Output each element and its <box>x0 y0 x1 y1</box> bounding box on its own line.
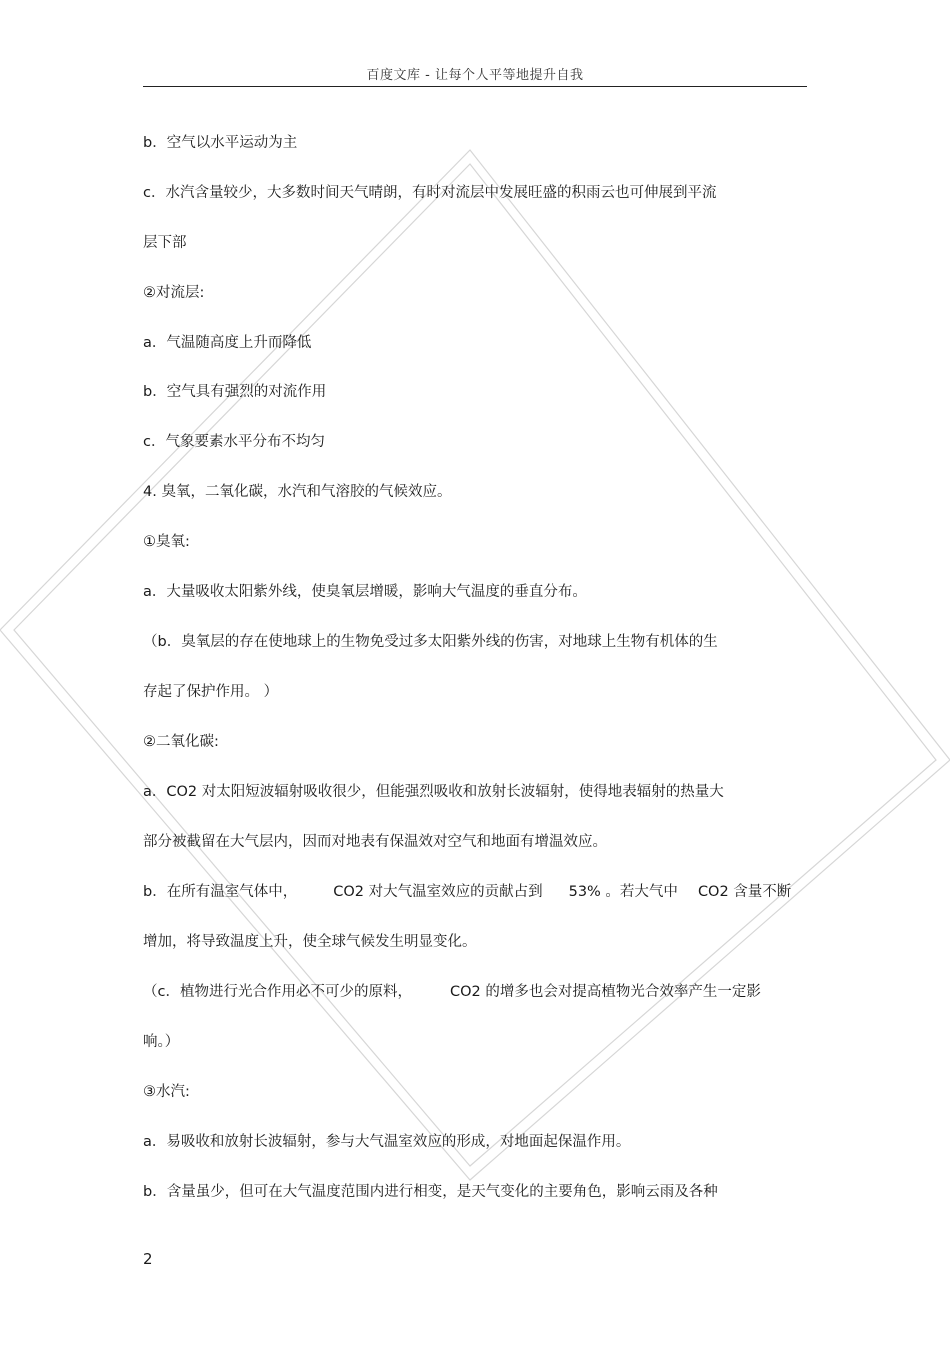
text-line: 增加，将导致温度上升，使全球气候发生明显变化。 <box>143 934 477 950</box>
text-segment: （c．植物进行光合作用必不可少的原料， <box>143 984 412 1000</box>
text-line: a．气温随高度上升而降低 <box>143 335 312 351</box>
page-header: 百度文库 - 让每个人平等地提升自我 <box>366 68 584 83</box>
text-line: 部分被截留在大气层内，因而对地表有保温效对空气和地面有增温效应。 <box>143 834 607 850</box>
text-segment: CO2 含量不断 <box>697 884 792 900</box>
section-heading: ①臭氧: <box>143 534 190 550</box>
text-line: a．易吸收和放射长波辐射，参与大气温室效应的形成，对地面起保温作用。 <box>143 1134 631 1150</box>
section-heading: ②对流层: <box>143 285 205 301</box>
text-line: b．空气具有强烈的对流作用 <box>143 384 327 400</box>
section-heading: ③水汽: <box>143 1084 190 1100</box>
text-line: 存起了保护作用。 ） <box>143 684 279 700</box>
text-line: c．水汽含量较少，大多数时间天气晴朗，有时对流层中发展旺盛的积雨云也可伸展到平流 <box>143 185 717 201</box>
text-line: b．空气以水平运动为主 <box>143 135 298 151</box>
text-line: 层下部 <box>143 235 187 251</box>
text-line: （b．臭氧层的存在使地球上的生物免受过多太阳紫外线的伤害，对地球上生物有机体的生 <box>143 634 718 650</box>
header-divider <box>143 86 807 87</box>
text-line: c．气象要素水平分布不均匀 <box>143 434 325 450</box>
text-line: b．含量虽少，但可在大气温度范围内进行相变，是天气变化的主要角色，影响云雨及各种 <box>143 1184 718 1200</box>
text-segment: b．在所有温室气体中， <box>143 884 298 900</box>
text-line <box>143 982 761 1002</box>
text-line: a．大量吸收太阳紫外线，使臭氧层增暖，影响大气温度的垂直分布。 <box>143 584 587 600</box>
section-heading: ②二氧化碳: <box>143 734 219 750</box>
text-segment: CO2 的增多也会对提高植物光合效率产生一定影 <box>449 984 761 1000</box>
section-heading: 4. 臭氧，二氧化碳，水汽和气溶胶的气候效应。 <box>143 484 452 500</box>
text-line <box>143 882 791 902</box>
page-number: 2 <box>143 1250 153 1268</box>
text-line: 响。） <box>143 1034 180 1050</box>
text-line: a．CO2 对太阳短波辐射吸收很少，但能强烈吸收和放射长波辐射，使得地表辐射的热量大 <box>143 784 724 800</box>
text-segment: CO2 对大气温室效应的贡献占到 <box>333 884 543 900</box>
text-segment: 53% 。若大气中 <box>568 884 678 900</box>
